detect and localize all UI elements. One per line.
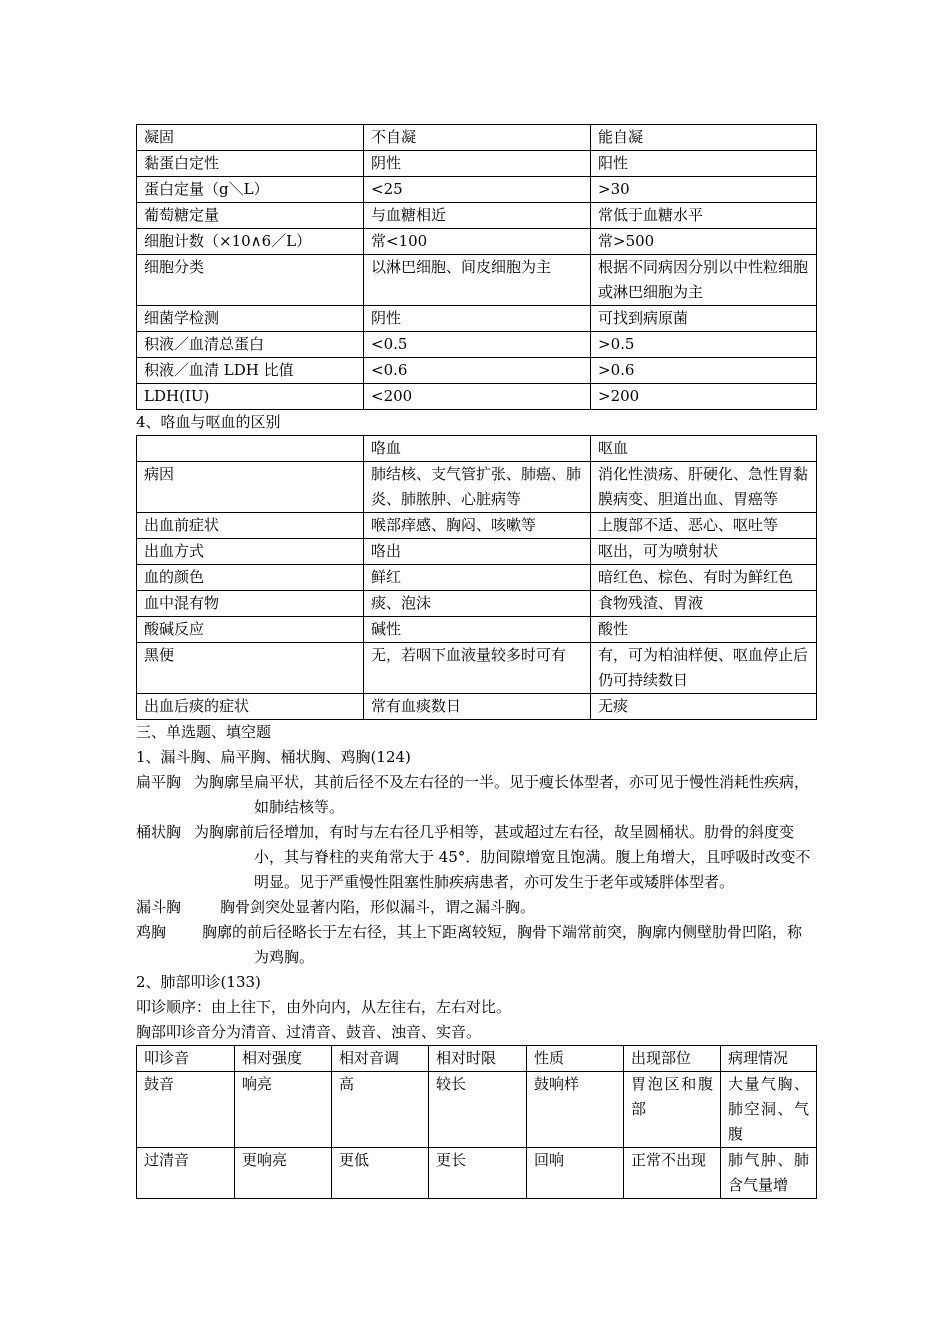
table-cell: >30	[591, 177, 817, 203]
table-cell: 咯出	[364, 539, 591, 565]
section-title-3: 三、单选题、填空题	[136, 723, 272, 741]
definition-item	[136, 920, 816, 970]
table-cell: 酸性	[591, 617, 817, 643]
table-row	[137, 332, 817, 358]
definition-item	[136, 770, 816, 820]
table-cell: 大量气胸、肺空洞、气腹	[721, 1072, 817, 1148]
header-cell: 相对时限	[429, 1046, 527, 1072]
table-cell: 血的颜色	[137, 565, 364, 591]
table-cell: 凝固	[137, 125, 364, 151]
table-cell: 细菌学检测	[137, 306, 364, 332]
table-cell: 碱性	[364, 617, 591, 643]
table-cell: 能自凝	[591, 125, 817, 151]
table-cell: 消化性溃疡、肝硬化、急性胃黏膜病变、胆道出血、胃癌等	[591, 462, 817, 513]
table-cell: 根据不同病因分别以中性粒细胞或淋巴细胞为主	[591, 255, 817, 306]
table-cell: 正常不出现	[624, 1148, 721, 1199]
table-cell: 病因	[137, 462, 364, 513]
table-cell: 积液／血清总蛋白	[137, 332, 364, 358]
table-row	[137, 177, 817, 203]
header-cell	[137, 436, 364, 462]
table-cell: >0.5	[591, 332, 817, 358]
section-heading-hemoptysis: 4、咯血与呕血的区别	[136, 413, 281, 431]
table-cell: 食物残渣、胃液	[591, 591, 817, 617]
table-cell: 常低于血糖水平	[591, 203, 817, 229]
header-row	[137, 436, 817, 462]
table-cell: 高	[332, 1072, 429, 1148]
definition-term: 扁平胸	[136, 773, 182, 791]
table-cell: 常<100	[364, 229, 591, 255]
table-cell: 呕出，可为喷射状	[591, 539, 817, 565]
table-cell: 胃泡区和腹部	[624, 1072, 721, 1148]
document-page	[136, 124, 816, 1199]
table-cell: 痰、泡沫	[364, 591, 591, 617]
definition-item	[136, 820, 816, 895]
hemoptysis-hematemesis-table	[136, 435, 817, 720]
definition-term: 鸡胸	[136, 923, 167, 941]
table-row	[137, 591, 817, 617]
header-row	[137, 1046, 817, 1072]
table-cell: 更响亮	[235, 1148, 332, 1199]
table-cell: 鲜红	[364, 565, 591, 591]
header-cell: 叩诊音	[137, 1046, 235, 1072]
table-row	[137, 643, 817, 694]
header-cell: 咯血	[364, 436, 591, 462]
definition-text: 为胸廓前后径增加，有时与左右径几乎相等，甚或超过左右径，故呈圆桶状。肋骨的斜度变小，其与脊柱的夹角常大于 45°．肋间隙增宽且饱满。腹上角增大，且呼吸时改变不明显。见于严重慢性阻塞性肺疾病患者，亦可发生于老年或矮胖体型者。	[194, 823, 811, 891]
table-cell: >200	[591, 384, 817, 410]
table-cell: >0.6	[591, 358, 817, 384]
header-cell: 病理情况	[721, 1046, 817, 1072]
table-cell: 喉部痒感、胸闷、咳嗽等	[364, 513, 591, 539]
hemoptysis-table-header	[137, 436, 817, 462]
table-cell: 无痰	[591, 694, 817, 720]
percussion-table-header	[137, 1046, 817, 1072]
chest-shape-definitions	[136, 770, 816, 970]
table-cell: <0.6	[364, 358, 591, 384]
definition-item	[136, 895, 816, 920]
table-row	[137, 151, 817, 177]
table-cell: 血中混有物	[137, 591, 364, 617]
pleural-effusion-table	[136, 124, 817, 410]
definition-term: 桶状胸	[136, 823, 182, 841]
table-cell: <200	[364, 384, 591, 410]
table-cell: 肺结核、支气管扩张、肺癌、肺炎、肺脓肿、心脏病等	[364, 462, 591, 513]
table-row	[137, 617, 817, 643]
table-cell: 阴性	[364, 306, 591, 332]
table-cell: 过清音	[137, 1148, 235, 1199]
definition-text: 胸廓的前后径略长于左右径，其上下距离较短，胸骨下端常前突，胸廓内侧壁肋骨凹陷，称为鸡胸。	[202, 923, 803, 966]
table-row	[137, 539, 817, 565]
header-cell: 呕血	[591, 436, 817, 462]
table-row	[137, 1148, 817, 1199]
item-title-chest-shapes: 1、漏斗胸、扁平胸、桶状胸、鸡胸(124)	[136, 748, 411, 766]
table-cell: 回响	[527, 1148, 624, 1199]
table-cell: 黏蛋白定性	[137, 151, 364, 177]
table-cell: 较长	[429, 1072, 527, 1148]
table-cell: 鼓响样	[527, 1072, 624, 1148]
table-cell: 暗红色、棕色、有时为鲜红色	[591, 565, 817, 591]
table-cell: <0.5	[364, 332, 591, 358]
table-cell: 阳性	[591, 151, 817, 177]
table-cell: 阴性	[364, 151, 591, 177]
table-cell: 更长	[429, 1148, 527, 1199]
table-cell: 出血后痰的症状	[137, 694, 364, 720]
table-row	[137, 565, 817, 591]
percussion-table-body	[137, 1072, 817, 1199]
table-row	[137, 203, 817, 229]
table-cell: 蛋白定量（g＼L）	[137, 177, 364, 203]
table-row	[137, 229, 817, 255]
header-cell: 出现部位	[624, 1046, 721, 1072]
table-cell: 可找到病原菌	[591, 306, 817, 332]
table-row	[137, 306, 817, 332]
table-cell: 酸碱反应	[137, 617, 364, 643]
pleural-effusion-table-body	[137, 125, 817, 410]
percussion-sound-table	[136, 1045, 817, 1199]
table-cell: 出血方式	[137, 539, 364, 565]
table-cell: 常有血痰数日	[364, 694, 591, 720]
table-cell: 有，可为柏油样便、呕血停止后仍可持续数日	[591, 643, 817, 694]
percussion-sounds-text: 胸部叩诊音分为清音、过清音、鼓音、浊音、实音。	[136, 1023, 482, 1041]
table-cell: 出血前症状	[137, 513, 364, 539]
header-cell: 性质	[527, 1046, 624, 1072]
table-cell: 不自凝	[364, 125, 591, 151]
table-row	[137, 462, 817, 513]
header-cell: 相对音调	[332, 1046, 429, 1072]
table-cell: 鼓音	[137, 1072, 235, 1148]
table-row	[137, 384, 817, 410]
table-cell: <25	[364, 177, 591, 203]
definition-text: 为胸廓呈扁平状，其前后径不及左右径的一半。见于瘦长体型者，亦可见于慢性消耗性疾病，如肺结核等。	[194, 773, 810, 816]
table-row	[137, 358, 817, 384]
table-cell: 常>500	[591, 229, 817, 255]
item-title-lung-percussion: 2、肺部叩诊(133)	[136, 973, 261, 991]
table-cell: 黑便	[137, 643, 364, 694]
table-cell: 上腹部不适、恶心、呕吐等	[591, 513, 817, 539]
table-row	[137, 513, 817, 539]
table-row	[137, 1072, 817, 1148]
table-cell: 细胞分类	[137, 255, 364, 306]
table-cell: 响亮	[235, 1072, 332, 1148]
header-cell: 相对强度	[235, 1046, 332, 1072]
table-cell: 更低	[332, 1148, 429, 1199]
table-cell: 以淋巴细胞、间皮细胞为主	[364, 255, 591, 306]
table-cell: 与血糖相近	[364, 203, 591, 229]
definition-text: 胸骨剑突处显著内陷，形似漏斗，谓之漏斗胸。	[220, 898, 536, 916]
table-cell: 葡萄糖定量	[137, 203, 364, 229]
table-row	[137, 694, 817, 720]
table-row	[137, 125, 817, 151]
hemoptysis-table-body	[137, 462, 817, 720]
table-cell: 积液／血清 LDH 比值	[137, 358, 364, 384]
definition-term: 漏斗胸	[136, 898, 182, 916]
table-cell: 无，若咽下血液量较多时可有	[364, 643, 591, 694]
table-cell: 肺气肿、肺含气量增	[721, 1148, 817, 1199]
table-cell: LDH(IU)	[137, 384, 364, 410]
table-cell: 细胞计数（×10∧6／L）	[137, 229, 364, 255]
percussion-order-text: 叩诊顺序：由上往下，由外向内，从左往右，左右对比。	[136, 998, 512, 1016]
table-row	[137, 255, 817, 306]
